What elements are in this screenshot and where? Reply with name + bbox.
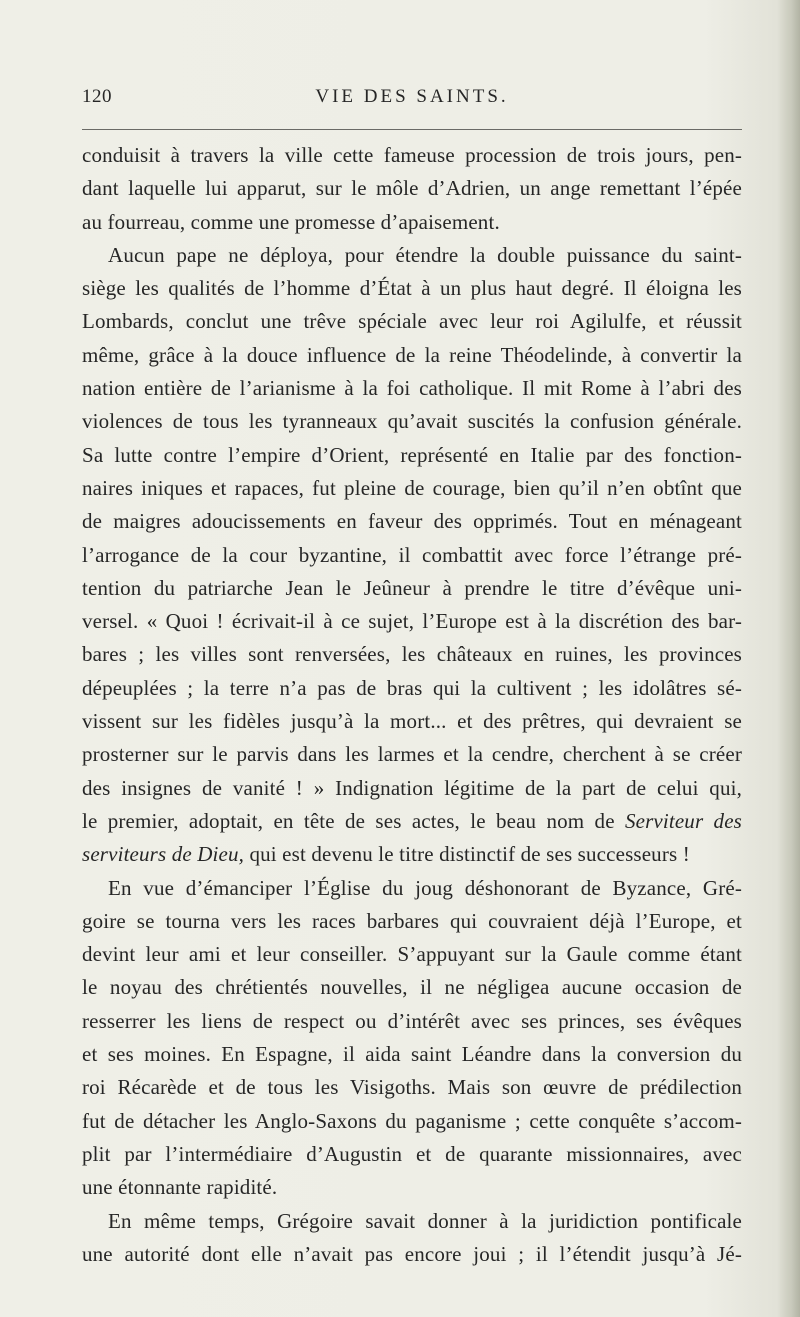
text-line: siège les qualités de l’homme d’État à un plus haut degré. Il éloigna les bbox=[82, 276, 742, 301]
running-title: VIE DES SAINTS. bbox=[315, 86, 509, 107]
text-line: une autorité dont elle n’avait pas encore joui ; il l’étendit jusqu’à Jé- bbox=[82, 1241, 742, 1266]
text-line: naires iniques et rapaces, fut pleine de courage, bien qu’il n’en obtînt que bbox=[82, 475, 742, 500]
text-line: et ses moines. En Espagne, il aida saint Léandre dans la conversion du bbox=[82, 1042, 742, 1067]
text-line: plit par l’intermédiaire d’Augustin et de quarante missionnaires, avec bbox=[82, 1141, 742, 1166]
text-line: tention du patriarche Jean le Jeûneur à prendre le titre d’évêque uni- bbox=[82, 575, 742, 600]
text-line: dépeuplées ; la terre n’a pas de bras qui la cultivent ; les idolâtres sé- bbox=[82, 675, 742, 700]
text-line: le noyau des chrétientés nouvelles, il ne négligea aucune occasion de bbox=[82, 975, 742, 1000]
text-span: le premier, adoptait, en tête de ses actes, le beau nom de bbox=[82, 808, 625, 833]
page-edge-shadow bbox=[778, 0, 800, 1317]
header-rule bbox=[82, 129, 742, 130]
italic-phrase: Serviteur des bbox=[624, 808, 743, 833]
text-span: qui est devenu le titre distinctif de ses successeurs ! bbox=[244, 842, 690, 867]
text-line: Sa lutte contre l’empire d’Orient, représenté en Italie par des fonction- bbox=[82, 442, 742, 467]
text-line: Aucun pape ne déploya, pour étendre la double puissance du saint- bbox=[108, 242, 742, 267]
italic-phrase: serviteurs de Dieu, bbox=[82, 842, 245, 867]
text-line: une étonnante rapidité. bbox=[82, 1175, 278, 1200]
text-line: roi Récarède et de tous les Visigoths. Mais son œuvre de prédilection bbox=[82, 1075, 742, 1100]
text-line: de maigres adoucissements en faveur des opprimés. Tout en ménageant bbox=[82, 509, 742, 534]
text-line: goire se tourna vers les races barbares qui couvraient déjà l’Europe, et bbox=[82, 908, 742, 933]
text-line: fut de détacher les Anglo-Saxons du paganisme ; cette conquête s’accom- bbox=[82, 1108, 742, 1133]
text-line: versel. « Quoi ! écrivait-il à ce sujet, l’Europe est à la discrétion des bar- bbox=[82, 609, 742, 634]
page-number: 120 bbox=[82, 86, 112, 107]
text-line: En vue d’émanciper l’Église du joug déshonorant de Byzance, Gré- bbox=[108, 875, 742, 900]
text-line: au fourreau, comme une promesse d’apaisement. bbox=[82, 209, 500, 234]
text-line: violences de tous les tyranneaux qu’avait suscités la confusion générale. bbox=[82, 409, 742, 434]
body-text bbox=[82, 139, 742, 1271]
text-line bbox=[82, 838, 742, 871]
text-line: nation entière de l’arianisme à la foi catholique. Il mit Rome à l’abri des bbox=[82, 376, 742, 401]
text-line: resserrer les liens de respect ou d’intérêt avec ses princes, ses évêques bbox=[82, 1008, 742, 1033]
text-line: dant laquelle lui apparut, sur le môle d’Adrien, un ange remettant l’épée bbox=[82, 176, 742, 201]
text-line: même, grâce à la douce influence de la reine Théodelinde, à convertir la bbox=[82, 342, 742, 367]
text-line bbox=[82, 805, 742, 838]
page-header bbox=[82, 86, 742, 116]
text-line: des insignes de vanité ! » Indignation légitime de la part de celui qui, bbox=[82, 775, 742, 800]
text-line: Lombards, conclut une trêve spéciale avec leur roi Agilulfe, et réussit bbox=[82, 309, 742, 334]
text-line: l’arrogance de la cour byzantine, il combattit avec force l’étrange pré- bbox=[82, 542, 742, 567]
text-line: prosterner sur le parvis dans les larmes et la cendre, cherchent à se créer bbox=[82, 742, 742, 767]
text-line: En même temps, Grégoire savait donner à la juridiction pontificale bbox=[108, 1208, 742, 1233]
text-line: devint leur ami et leur conseiller. S’appuyant sur la Gaule comme étant bbox=[82, 942, 742, 967]
text-line: vissent sur les fidèles jusqu’à la mort... et des prêtres, qui devraient se bbox=[82, 709, 742, 734]
text-line: conduisit à travers la ville cette fameuse procession de trois jours, pen- bbox=[82, 143, 742, 167]
text-line: bares ; les villes sont renversées, les châteaux en ruines, les provinces bbox=[82, 642, 742, 667]
